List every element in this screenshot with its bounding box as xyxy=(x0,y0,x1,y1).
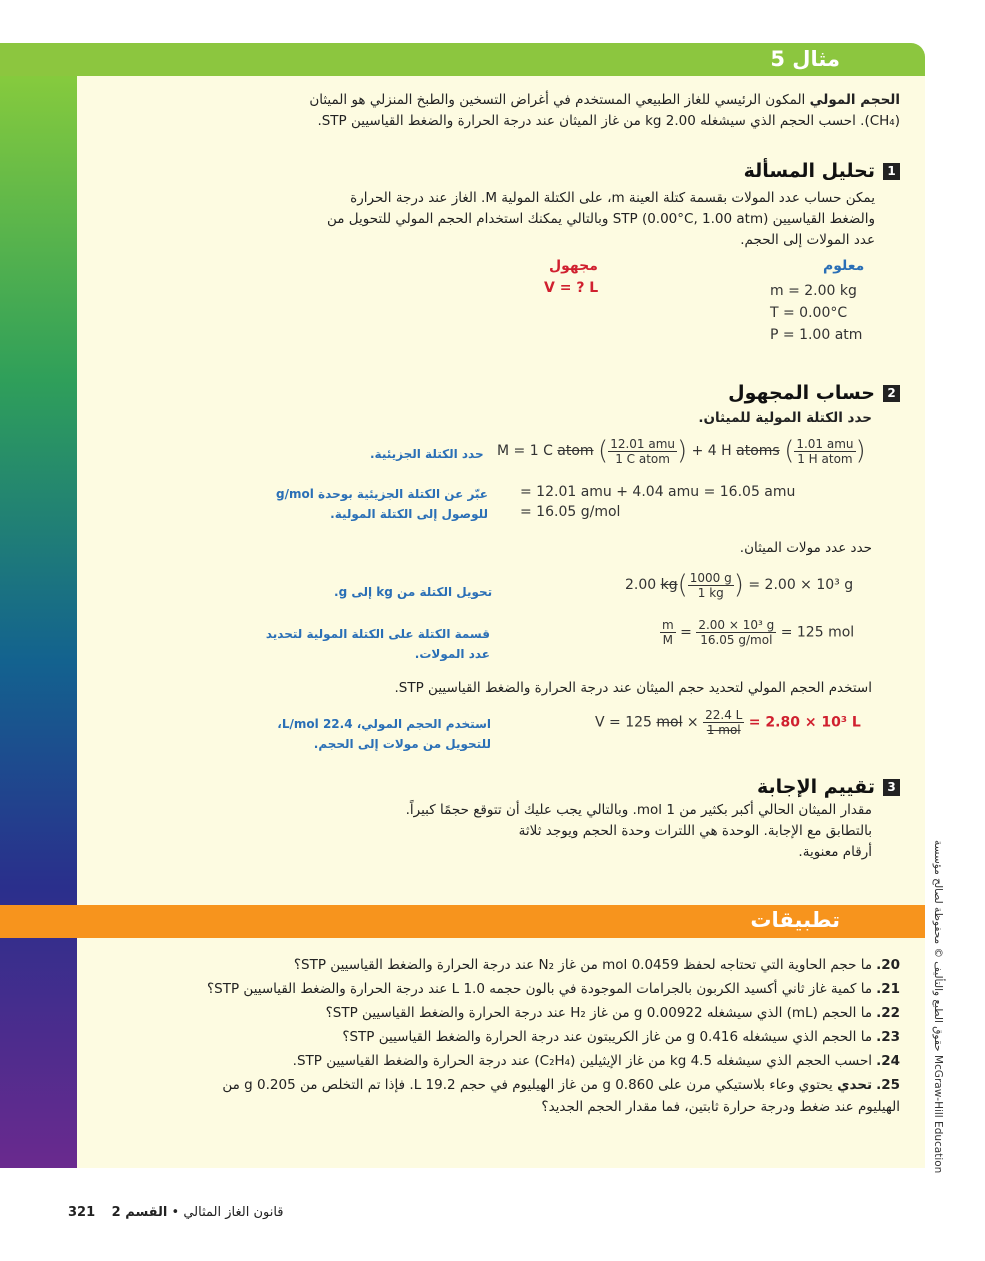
applications-title: تطبيقات xyxy=(750,908,840,932)
step3-body xyxy=(172,800,872,863)
eq1-atom: atom xyxy=(557,443,594,459)
note2-line1: عبّر عن الكتلة الجزيئية بوحدة g/mol xyxy=(276,487,488,501)
item-number: 20. xyxy=(876,957,900,973)
equation-volume: V = 125 mol × $\frac{22.4 L}{\text{1 mol}}$ = 2.80 × 10³ L xyxy=(595,708,861,737)
note-molar-volume xyxy=(275,714,491,754)
eq6-mol: mol xyxy=(656,714,683,731)
equation-molar-mass: M = 1 C atom ( $\frac{\text{12.01 amu}}{\text{1 C atom}}$ ) + 4 H atoms ( $\frac{\text{1.01 amu}}{\text{1 H atom}}$ ) xyxy=(497,436,866,466)
item-number: 21. xyxy=(876,981,900,997)
example-header-bar xyxy=(0,43,925,76)
challenge-label: تحدي xyxy=(837,1077,873,1093)
chapter-name: قانون الغاز المثالي xyxy=(183,1205,284,1220)
step1-heading xyxy=(744,160,900,182)
application-item xyxy=(180,954,900,976)
eq6-a: V = 125 xyxy=(595,714,652,731)
eq4-result: = 2.00 × 10³ g xyxy=(748,577,854,593)
item-text: ما الحجم (mL) الذي سيشغله 0.00922 g من غاز H₂ عند درجة الحرارة والضغط القياسيين STP؟ xyxy=(325,1005,873,1021)
application-item xyxy=(180,1050,900,1072)
application-item xyxy=(180,1074,900,1118)
unknown-label: مجهول xyxy=(549,258,598,274)
item-number: 25. xyxy=(876,1077,900,1093)
intro-line1: المكون الرئيسي للغاز الطبيعي المستخدم في أغراض التسخين والطبخ المنزلي هو الميثان xyxy=(309,92,806,108)
step3-title: تقييم الإجابة xyxy=(757,776,875,798)
decorative-sidebar xyxy=(0,43,77,1168)
eq2: = 12.01 amu + 4.04 amu = 16.05 amu xyxy=(520,484,796,500)
eq4-kg: kg xyxy=(660,577,678,593)
known-values xyxy=(770,280,862,346)
eq6-result: = 2.80 × 10³ L xyxy=(748,714,861,731)
item-number: 22. xyxy=(876,1005,900,1021)
step3-number: 3 xyxy=(883,779,900,796)
step3-line3: أرقام معنوية. xyxy=(798,844,872,860)
note5-line1: استخدم الحجم المولي، 22.4 L/mol، xyxy=(277,717,491,731)
intro-line2: (CH₄). احسب الحجم الذي سيشغله 2.00 kg من غاز الميثان عند درجة الحرارة والضغط القياسيين STP. xyxy=(317,113,900,129)
applications-header-bar xyxy=(0,905,925,938)
step1-line2: والضغط القياسيين STP (0.00°C, 1.00 atm) وبالتالي يمكنك استخدام الحجم المولي للتحويل من xyxy=(326,211,875,227)
note4-line2: عدد المولات. xyxy=(414,647,490,661)
page-number: 321 xyxy=(68,1205,96,1220)
note4-line1: قسمة الكتلة على الكتلة المولية لتحديد xyxy=(265,627,490,641)
equation-kg-to-g: 2.00 kg( $\frac{1000 g}{1 kg}$ ) = 2.00 × 10³ g xyxy=(625,570,854,600)
eq5-fraction2: $\frac{\text{2.00 × 10³ g}}{\text{16.05 g/mol}}$ xyxy=(698,618,775,647)
step1-body xyxy=(175,188,875,251)
eq3: = 16.05 g/mol xyxy=(520,504,621,520)
eq1-mid: + 4 H xyxy=(691,443,732,459)
item-text: ما كمية غاز ثاني أكسيد الكربون بالجرامات الموجودة في بالون حجمه 1.0 L عند درجة الحرارة والضغط القياسيين STP؟ xyxy=(206,981,873,997)
eq4-a: 2.00 xyxy=(625,577,657,593)
step2-heading xyxy=(728,382,900,404)
step1-title: تحليل المسألة xyxy=(743,160,875,182)
item-text: احسب الحجم الذي سيشغله 4.5 kg من غاز الإيثيلين (C₂H₄) عند درجة الحرارة والضغط القياسيين STP. xyxy=(292,1053,873,1069)
step3-line1: مقدار الميثان الحالي أكبر بكثير من 1 mol. وبالتالي يجب عليك أن تتوقع حجمًا كبيراً. xyxy=(405,802,872,818)
known-mass: m = 2.00 kg xyxy=(770,283,857,299)
eq5-result: = 125 mol xyxy=(780,624,855,641)
eq6-fraction: $\frac{22.4 L}{\text{1 mol}}$ xyxy=(705,708,743,737)
eq5-fraction1: $\frac{m}{M}$ xyxy=(662,618,674,647)
page-footer xyxy=(68,1205,284,1220)
step2-sub1: حدد الكتلة المولية للميثان. xyxy=(698,410,872,426)
note-express-gmol xyxy=(268,484,488,524)
equation-moles: $\frac{m}{M}$ = $\frac{\text{2.00 × 10³ g}}{\text{16.05 g/mol}}$ = 125 mol xyxy=(662,618,855,647)
eq4-fraction: $\frac{1000 g}{1 kg}$ xyxy=(689,570,732,600)
known-temperature: T = 0.00°C xyxy=(770,305,848,321)
eq1-atoms: atoms xyxy=(736,443,780,459)
note2-line2: للوصول إلى الكتلة المولية. xyxy=(330,507,488,521)
intro-bold: الحجم المولي xyxy=(809,92,900,108)
application-item xyxy=(180,978,900,1000)
step2-sub3: استخدم الحجم المولي لتحديد حجم الميثان عند درجة الحرارة والضغط القياسيين STP. xyxy=(394,680,872,696)
known-label: معلوم xyxy=(823,258,865,274)
footer-bullet: • xyxy=(171,1205,180,1220)
copyright-text: حقوق الطبع والتأليف © محفوظة لصالح مؤسسة McGraw-Hill Education xyxy=(932,840,944,1174)
note-molecular-mass: حدد الكتلة الجزيئية. xyxy=(370,447,484,461)
note5-line2: للتحويل من مولات إلى الحجم. xyxy=(313,737,491,751)
example-title: مثال 5 xyxy=(770,47,840,71)
application-item xyxy=(180,1002,900,1024)
unknown-value: V = ? L xyxy=(544,280,599,296)
step1-line1: يمكن حساب عدد المولات بقسمة كتلة العينة m، على الكتلة المولية M. الغاز عند درجة الحرارة xyxy=(350,190,875,206)
eq1-fraction1: $\frac{\text{12.01 amu}}{\text{1 C atom}}$ xyxy=(610,436,676,466)
equation-amu xyxy=(520,482,795,522)
eq1-fraction2: $\frac{\text{1.01 amu}}{\text{1 H atom}}$ xyxy=(796,436,854,466)
copyright-vertical xyxy=(928,840,948,1174)
step3-heading xyxy=(757,776,900,798)
intro-text xyxy=(180,90,900,132)
note-kg-to-g: تحويل الكتلة من kg إلى g. xyxy=(334,585,493,599)
step1-number: 1 xyxy=(883,163,900,180)
item-text: ما حجم الحاوية التي تحتاجه لحفظ 0.0459 mol من غاز N₂ عند درجة الحرارة والضغط القياسيين STP؟ xyxy=(293,957,873,973)
item-text: يحتوي وعاء بلاستيكي مرن على 0.860 g من غاز الهيليوم في حجم 19.2 L. فإذا تم التخلص من 0.205 g من الهيليوم عند ضغط ودرجة حرارة ثابتين، فما مقدار الحجم الجديد؟ xyxy=(222,1077,900,1115)
step1-line3: عدد المولات إلى الحجم. xyxy=(740,232,875,248)
step2-title: حساب المجهول xyxy=(728,382,875,404)
step3-line2: بالتطابق مع الإجابة. الوحدة هي اللترات وحدة الحجم ويوجد ثلاثة xyxy=(518,823,872,839)
section-label: القسم 2 xyxy=(111,1205,168,1220)
item-number: 23. xyxy=(876,1029,900,1045)
step2-number: 2 xyxy=(883,385,900,402)
item-number: 24. xyxy=(876,1053,900,1069)
application-item xyxy=(180,1026,900,1048)
step2-sub2: حدد عدد مولات الميثان. xyxy=(739,540,872,556)
known-pressure: P = 1.00 atm xyxy=(770,327,863,343)
note-divide-molar xyxy=(258,624,490,664)
eq1-prefix: M = 1 C xyxy=(497,443,553,459)
item-text: ما الحجم الذي سيشغله 0.416 g من غاز الكريبتون عند درجة الحرارة والضغط القياسيين STP؟ xyxy=(342,1029,873,1045)
